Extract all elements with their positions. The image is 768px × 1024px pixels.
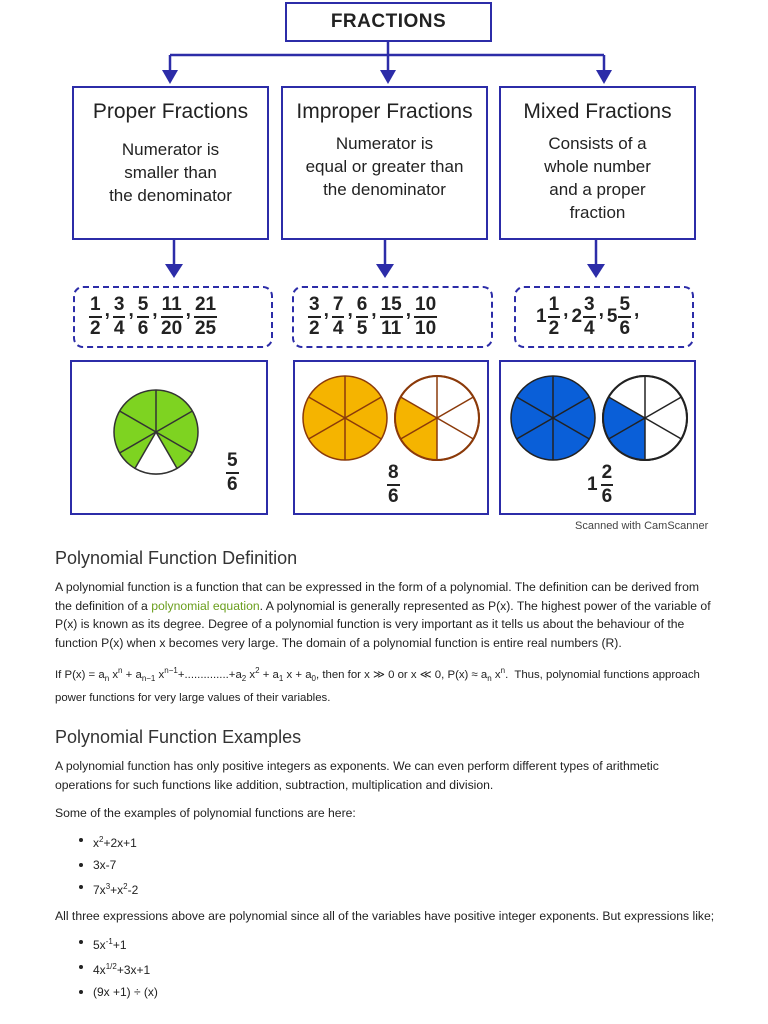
proper-desc-line: the denominator [109, 186, 232, 205]
proper-examples [73, 286, 273, 348]
text: A polynomial function is a function that can be expressed in the form of a polynomial. The definition can be derived from the definition of a [55, 580, 700, 613]
mixed-desc-line: fraction [569, 203, 626, 222]
proper-desc-line: Numerator is [121, 140, 220, 159]
improper-picture-box [293, 360, 489, 515]
list-item: $7x^3+x^2-2$ [55, 876, 715, 901]
proper-fractions-box [72, 86, 269, 240]
improper-fractions-desc [283, 132, 486, 201]
polynomial-equation-link[interactable]: polynomial equation [151, 598, 260, 613]
whole-number: 2 [571, 306, 583, 327]
mixed-desc-line: Consists of a [548, 134, 647, 153]
fraction: $\frac{11}{20}$ [161, 294, 183, 339]
limit-paragraph: If $P(x) = a_n$ $x^n + a_{n-1}$ $x^{n-1}+..............+a_2$ $x^2 + a_1$ $x + a_0$, then for x ≫ 0 or x ≪ 0, $P(x) \approx a_n$ $x^n$. Thus, polynomial functions approach power functions for very large values of their variables. [55, 666, 700, 704]
text: . A polynomial is generally represented as P(x). The highest power of the variable of P(x) is known as its degree. Degree of a polynomial function is very important as it tells us about the behaviour of the function P(x) when x becomes very large. The domain of a polynomial function is entire real numbers (R). [55, 598, 711, 650]
improper-examples-row: $\frac{3}{2}$ , $\frac{7}{4}$ , $\frac{6}{5}$ , $\frac{15}{11}$ , $\frac{10}{10}$ [309, 294, 437, 339]
fraction: $\frac{3}{4}$ [113, 294, 125, 339]
list-item: 3x-7 [55, 854, 715, 876]
improper-examples [292, 286, 493, 348]
section-heading-definition: Polynomial Function Definition [55, 548, 298, 568]
whole-number: 1 [536, 306, 547, 327]
list-item: $5x^{-1}+1$ [55, 931, 715, 956]
pie-eight-sixths [295, 372, 491, 472]
mixed-desc-line: whole number [544, 157, 651, 176]
fraction: $\frac{5}{6}$ [137, 294, 149, 339]
improper-picture-fraction: $\frac{8}{6}$ [388, 462, 399, 507]
fraction: $\frac{3}{4}$ [584, 294, 595, 339]
improper-desc-line: Numerator is [335, 134, 434, 153]
scanner-watermark: Scanned with CamScanner [575, 520, 709, 532]
non-polynomial-intro: All three expressions above are polynomial since all of the variables have positive integer exponents. But expressions like; [55, 908, 715, 923]
definition-paragraph [55, 578, 715, 652]
proper-fractions-desc [74, 138, 267, 207]
mixed-examples-row: 1 $\frac{1}{2}$ , 2 $\frac{3}{4}$ , 5 $\frac{5}{6}$ , [536, 294, 640, 339]
fraction: $\frac{3}{2}$ [309, 294, 320, 339]
fraction: $\frac{10}{10}$ [415, 294, 437, 339]
improper-fractions-box [281, 86, 488, 240]
pie-one-and-two-sixths [501, 372, 698, 472]
section-heading-examples: Polynomial Function Examples [55, 727, 302, 748]
improper-desc-line: the denominator [323, 180, 446, 199]
list-item: $4x^{1/2}+3x+1$ [55, 956, 715, 981]
article [55, 548, 715, 1009]
whole-number: 5 [606, 306, 618, 327]
mixed-fractions-box [499, 86, 696, 240]
fraction: $\frac{1}{2}$ [548, 294, 560, 339]
mixed-picture-fraction: 1 $\frac{2}{6}$ [587, 462, 613, 507]
fraction: $\frac{7}{4}$ [332, 294, 344, 339]
examples-paragraph: A polynomial function has only positive integers as exponents. We can even perform different types of arithmetic operations for such functions like addition, subtraction, multiplication and division. [55, 759, 659, 792]
mixed-picture-box [499, 360, 696, 515]
mixed-desc-line: and a proper [549, 180, 646, 199]
proper-fractions-title: Proper Fractions [92, 100, 249, 123]
list-item: $x^2+2x+1$ [55, 829, 715, 854]
fraction: $\frac{6}{5}$ [356, 294, 368, 339]
fractions-title: FRACTIONS [330, 11, 447, 32]
proper-picture-box [70, 360, 268, 515]
list-item: (9x +1) ÷ (x) [55, 981, 715, 1003]
proper-examples-row: $\frac{1}{2}$ , $\frac{3}{4}$ , $\frac{5}{6}$ , $\frac{11}{20}$ , $\frac{21}{25}$ [90, 294, 217, 339]
proper-desc-line: smaller than [124, 163, 217, 182]
polynomial-examples-list [55, 829, 715, 901]
fraction: $\frac{21}{25}$ [194, 294, 217, 339]
proper-picture-fraction: $\frac{5}{6}$ [227, 450, 238, 495]
mixed-fractions-title: Mixed Fractions [523, 100, 672, 123]
fraction: $\frac{1}{2}$ [90, 294, 101, 339]
pie-five-sixths [110, 386, 210, 486]
mixed-examples [514, 286, 694, 348]
improper-desc-line: equal or greater than [305, 157, 464, 176]
fraction: $\frac{15}{11}$ [380, 294, 402, 339]
mixed-fractions-desc [501, 132, 694, 224]
fraction: $\frac{5}{6}$ [619, 294, 631, 339]
fractions-root-box [285, 2, 492, 42]
non-polynomial-list [55, 931, 715, 1003]
examples-intro: Some of the examples of polynomial functions are here: [55, 806, 356, 821]
improper-fractions-title: Improper Fractions [296, 100, 473, 123]
